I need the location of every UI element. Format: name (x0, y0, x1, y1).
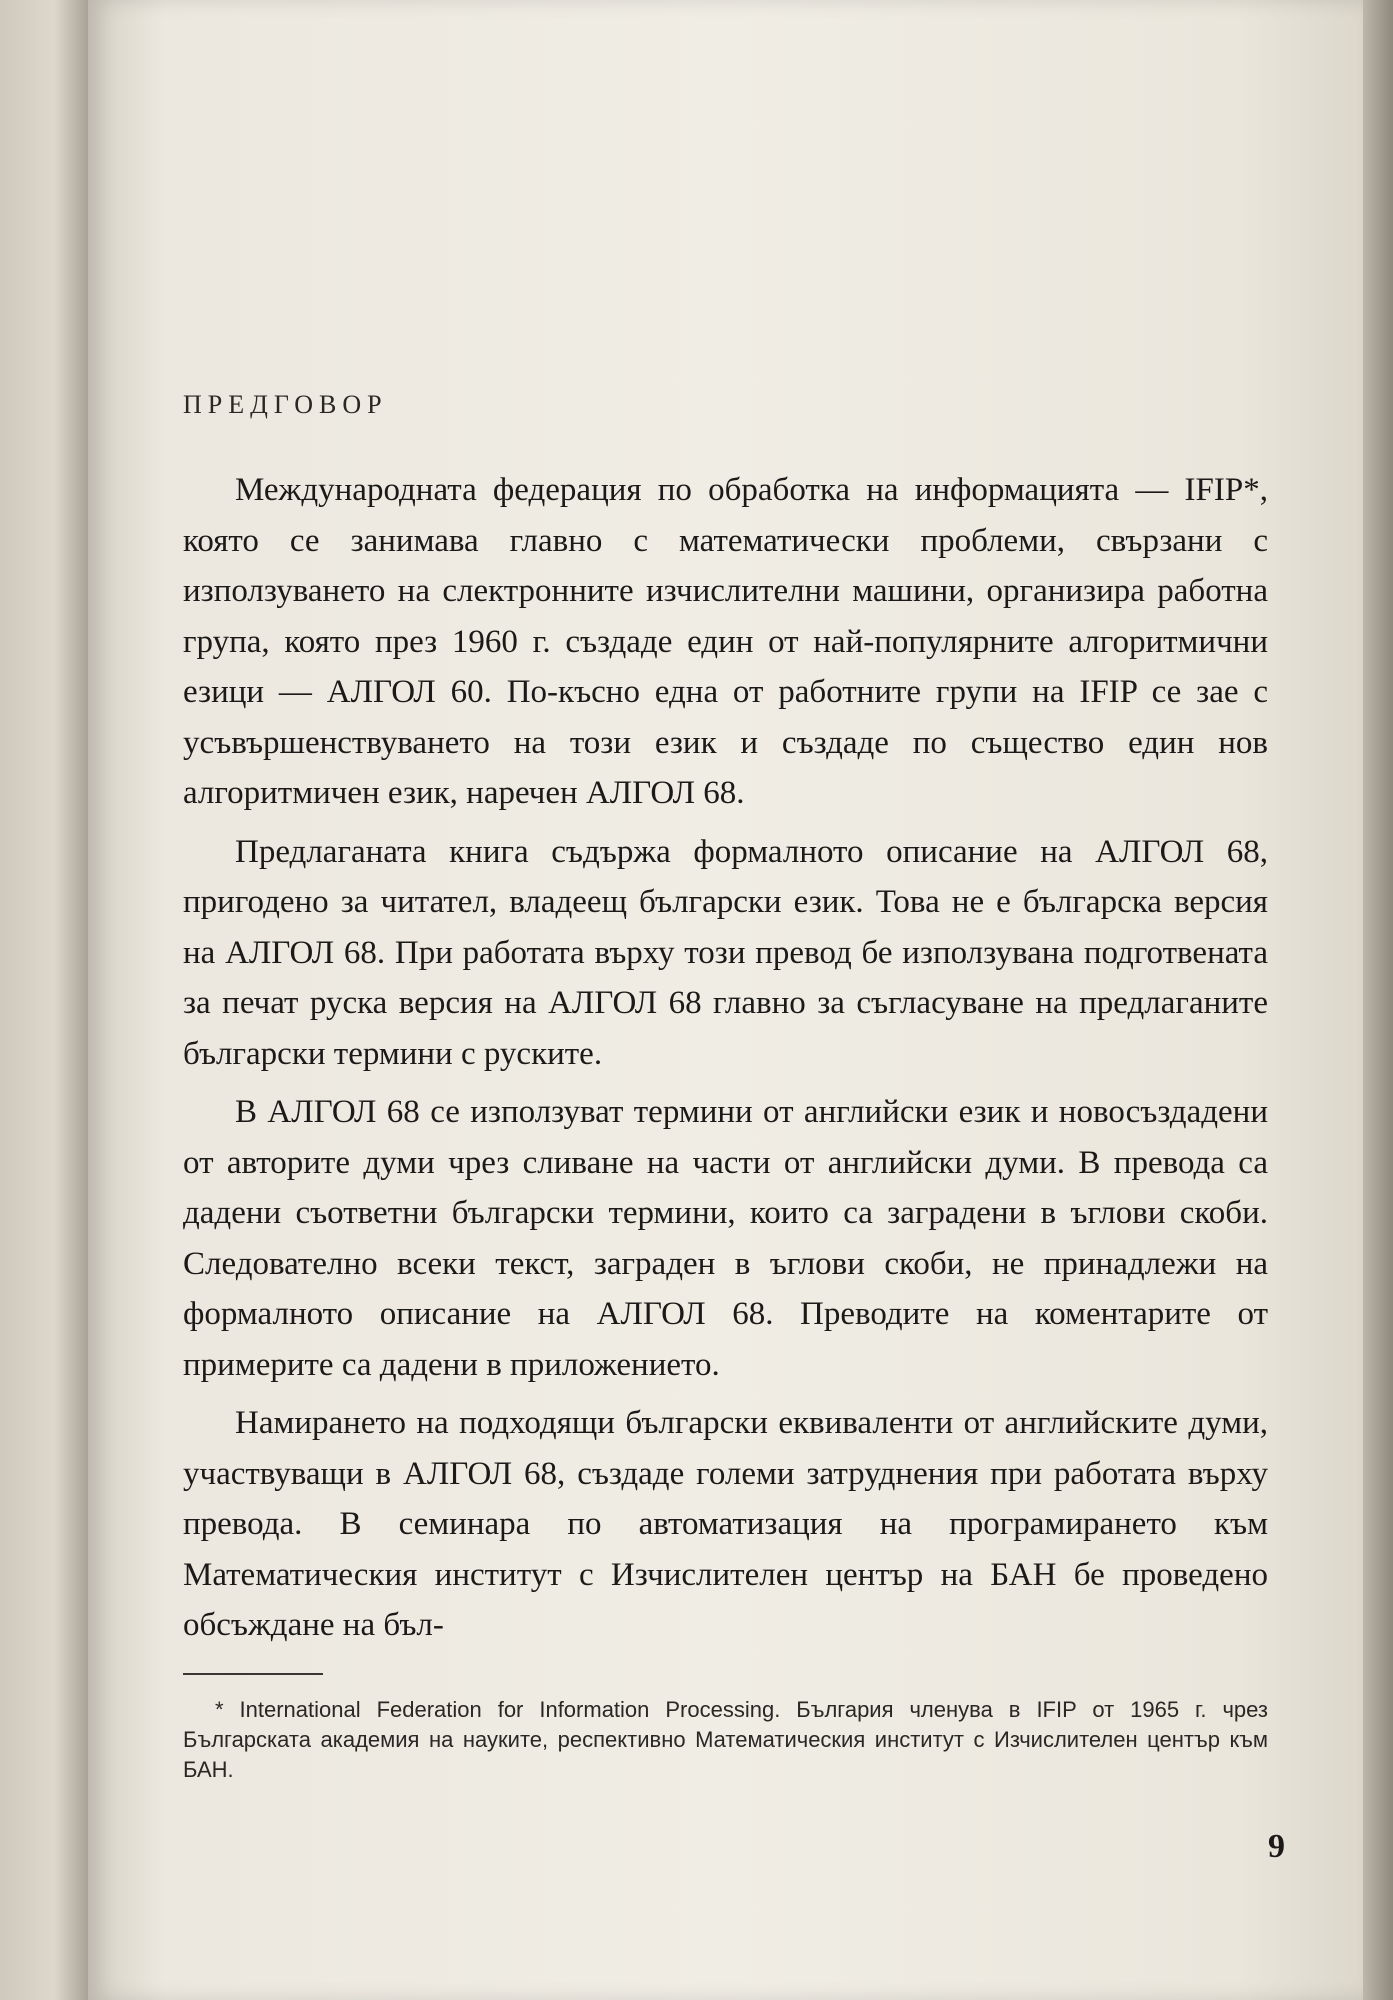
footnote-divider (183, 1673, 323, 1675)
book-page (88, 0, 1363, 2000)
page-edge-right (1363, 0, 1393, 2000)
footnote: * International Federation for Information Processing. България членува в IFIP от 1965 г. чрез Българската академия на науките, респективно Математическия институт с Изчислителен център към БАН. (183, 1696, 1268, 1782)
paragraph-1: Международната федерация по обработка на информацията — IFIP*, която се занимава главно с математически проблеми, свързани с използуването на слектронните изчислителни машини, организира работна група, която през 1960 г. създаде един от най-популярните алгоритмични езици — АЛГОЛ 60. По-късно една от работните групи на IFIP се зае с усъвършенствуването на този език и създаде по същество един нов алгоритмичен език, наречен АЛГОЛ 68. (183, 472, 1268, 811)
text-block (183, 390, 1268, 1785)
section-heading: ПРЕДГОВОР (183, 390, 388, 419)
page-edge-left (0, 0, 90, 2000)
paragraph-3: В АЛГОЛ 68 се използуват термини от английски език и новосъздадени от авторите думи чрез сливане на части от английски думи. В превода са дадени съответни български термини, които са заградени в ъглови скоби. Следователно всеки текст, заграден в ъглови скоби, не принадлежи на формалното описание на АЛГОЛ 68. Преводите на коментарите от примерите са дадени в приложението. (183, 1094, 1268, 1383)
paragraph-2: Предлаганата книга съдържа формалното описание на АЛГОЛ 68, пригодено за читател, владеещ български език. Това не е българска версия на АЛГОЛ 68. При работата върху този превод бе използувана подготвената за печат руска версия на АЛГОЛ 68 главно за съгласуване на предлаганите български термини с руските. (183, 833, 1268, 1072)
page-number: 9 (1268, 1828, 1285, 1865)
paragraph-4: Намирането на подходящи български еквиваленти от английските думи, участвуващи в АЛГОЛ 68, създаде големи затруднения при работата върху превода. В семинара по автоматизация на програмирането към Математическия институт с Изчислителен център на БАН бе проведено обсъждане на бъл- (183, 1405, 1268, 1643)
